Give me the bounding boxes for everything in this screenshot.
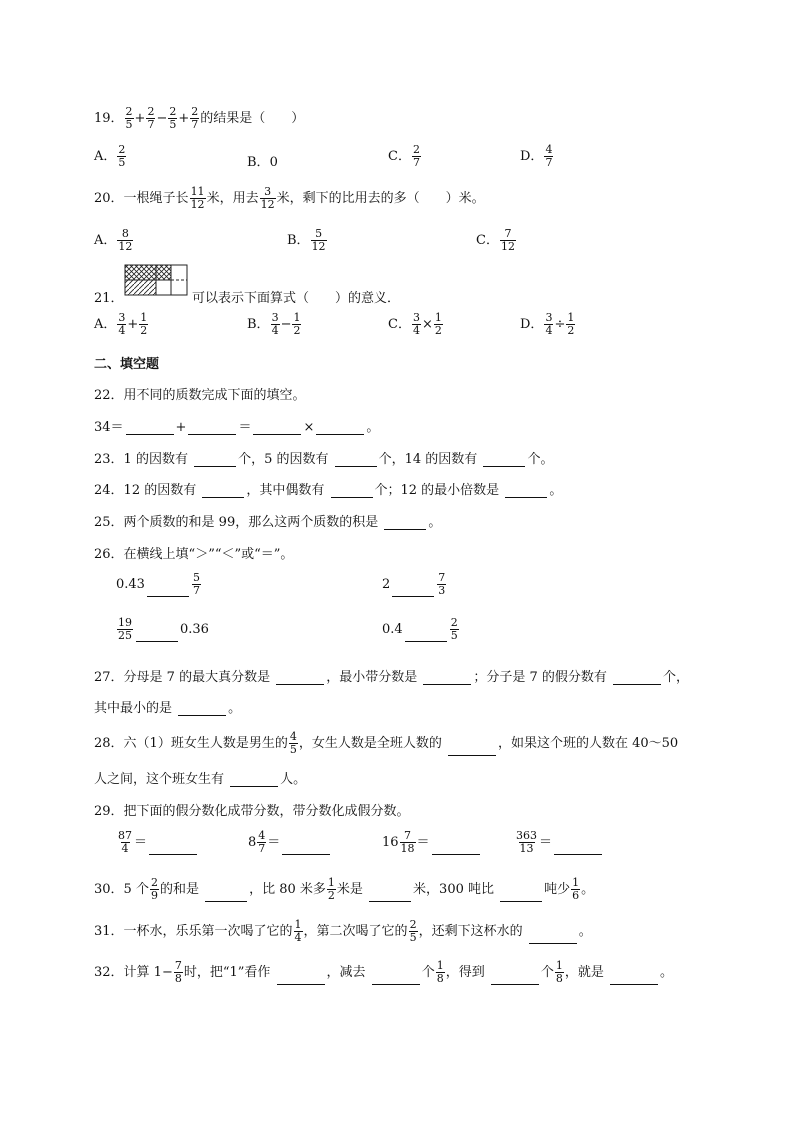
- option-a[interactable]: A． $\frac{3}{4}$ + $\frac{1}{2}$: [94, 311, 148, 337]
- option-d[interactable]: D． $\frac{3}{4}$ ÷ $\frac{1}{2}$: [520, 311, 575, 337]
- answer-blank[interactable]: [405, 627, 447, 642]
- option-b[interactable]: B． $\frac{5}{12}$: [287, 227, 326, 253]
- question-22-equation: 34＝ + ＝ × 。: [94, 420, 380, 435]
- answer-blank[interactable]: [432, 840, 480, 855]
- compare-item: 0.43 $\frac{5}{7}$: [116, 571, 200, 597]
- question-32: 32．计算 1− $\frac{7}{8}$ 时，把“1”看作 ，减去 个 $\frac{1}{8}$ ，得到 个 $\frac{1}{8}$ ，就是 。: [94, 959, 674, 985]
- compare-item: 2 $\frac{7}{3}$: [382, 571, 446, 597]
- convert-item: $\frac{363}{13}$ ＝: [514, 830, 604, 855]
- answer-blank[interactable]: [448, 741, 496, 756]
- question-26: 26．在横线上填“＞”“＜”或“＝”。: [94, 547, 294, 562]
- answer-blank[interactable]: [331, 483, 373, 498]
- fraction-diagram: [124, 264, 192, 296]
- question-text: 的结果是（ ）: [200, 111, 305, 126]
- convert-item: 8 $\frac{4}{7}$ ＝: [248, 830, 332, 855]
- answer-blank[interactable]: [423, 670, 471, 685]
- option-d[interactable]: D． $\frac{4}{7}$: [520, 143, 553, 169]
- convert-item: 16 $\frac{7}{18}$ ＝: [382, 830, 482, 855]
- answer-blank[interactable]: [202, 483, 244, 498]
- answer-blank[interactable]: [610, 970, 658, 985]
- answer-blank[interactable]: [613, 670, 661, 685]
- question-25: 25．两个质数的和是 99，那么这两个质数的积是 。: [94, 515, 442, 530]
- answer-blank[interactable]: [149, 840, 197, 855]
- question-20: 20．一根绳子长 $\frac{11}{12}$ 米，用去 $\frac{3}{12}$ 米，剩下的比用去的多（ ）米。: [94, 185, 485, 211]
- fraction: $\frac{2}{7}$: [147, 105, 155, 131]
- option-a[interactable]: A． $\frac{2}{5}$: [94, 143, 126, 169]
- answer-blank[interactable]: [384, 515, 426, 530]
- fraction: $\frac{2}{5}$: [125, 105, 133, 131]
- question-23: 23．1 的因数有 个，5 的因数有 个，14 的因数有 个。: [94, 452, 554, 467]
- question-21: 21．: [94, 291, 124, 306]
- answer-blank[interactable]: [147, 582, 189, 597]
- answer-blank[interactable]: [277, 970, 325, 985]
- question-22: 22．用不同的质数完成下面的填空。: [94, 388, 306, 403]
- answer-blank[interactable]: [529, 929, 577, 944]
- answer-blank[interactable]: [253, 420, 301, 435]
- answer-blank[interactable]: [276, 670, 324, 685]
- answer-blank[interactable]: [194, 452, 236, 467]
- question-28-line2: 人之间，这个班女生有 人。: [94, 772, 307, 787]
- option-c[interactable]: C． $\frac{7}{12}$: [476, 227, 515, 253]
- question-number: 19．: [94, 111, 124, 126]
- question-29: 29．把下面的假分数化成带分数，带分数化成假分数。: [94, 804, 410, 819]
- question-27: 27．分母是 7 的最大真分数是 ，最小带分数是 ；分子是 7 的假分数有 个，: [94, 670, 690, 685]
- answer-blank[interactable]: [505, 483, 547, 498]
- answer-blank[interactable]: [230, 772, 278, 787]
- option-b[interactable]: B． $\frac{3}{4}$ − $\frac{1}{2}$: [247, 311, 301, 337]
- answer-blank[interactable]: [205, 887, 247, 902]
- question-28: 28．六（1）班女生人数是男生的 $\frac{4}{5}$ ，女生人数是全班人数的 ，如果这个班的人数在 40～50: [94, 730, 679, 756]
- answer-blank[interactable]: [392, 582, 434, 597]
- option-c[interactable]: C． $\frac{3}{4}$ × $\frac{1}{2}$: [388, 311, 442, 337]
- answer-blank[interactable]: [369, 887, 411, 902]
- option-a[interactable]: A． $\frac{8}{12}$: [94, 227, 133, 253]
- answer-blank[interactable]: [483, 452, 525, 467]
- answer-blank[interactable]: [554, 840, 602, 855]
- answer-blank[interactable]: [491, 970, 539, 985]
- answer-blank[interactable]: [335, 452, 377, 467]
- fraction: $\frac{2}{7}$: [191, 105, 199, 131]
- answer-blank[interactable]: [500, 887, 542, 902]
- question-24: 24．12 的因数有 ，其中偶数有 个；12 的最小倍数是 。: [94, 483, 563, 498]
- answer-blank[interactable]: [178, 701, 226, 716]
- convert-item: $\frac{87}{4}$ ＝: [116, 830, 199, 855]
- answer-blank[interactable]: [188, 420, 236, 435]
- question-27-line2: 其中最小的是 。: [94, 701, 242, 716]
- answer-blank[interactable]: [136, 627, 178, 642]
- answer-blank[interactable]: [372, 970, 420, 985]
- answer-blank[interactable]: [316, 420, 364, 435]
- fraction: $\frac{2}{5}$: [169, 105, 177, 131]
- answer-blank[interactable]: [126, 420, 174, 435]
- section-heading: 二、填空题: [94, 357, 160, 372]
- question-19: 19． $\frac{2}{5}$ + $\frac{2}{7}$ − $\frac{2}{5}$ + $\frac{2}{7}$ 的结果是（ ）: [94, 105, 305, 131]
- question-31: 31．一杯水，乐乐第一次喝了它的 $\frac{1}{4}$ ，第二次喝了它的 $\frac{2}{5}$ ，还剩下这杯水的 。: [94, 918, 592, 944]
- compare-item: 0.4 $\frac{2}{5}$: [382, 616, 458, 642]
- question-21-text: 可以表示下面算式（ ）的意义．: [192, 291, 401, 306]
- option-b[interactable]: B．0: [247, 155, 278, 170]
- answer-blank[interactable]: [282, 840, 330, 855]
- question-30: 30．5 个 $\frac{2}{9}$ 的和是 ，比 80 米多 $\frac{1}{2}$ 米是 米，300 吨比 吨少 $\frac{1}{6}$ 。: [94, 876, 595, 902]
- compare-item: $\frac{19}{25}$ 0.36: [118, 616, 209, 642]
- option-c[interactable]: C． $\frac{2}{7}$: [388, 143, 420, 169]
